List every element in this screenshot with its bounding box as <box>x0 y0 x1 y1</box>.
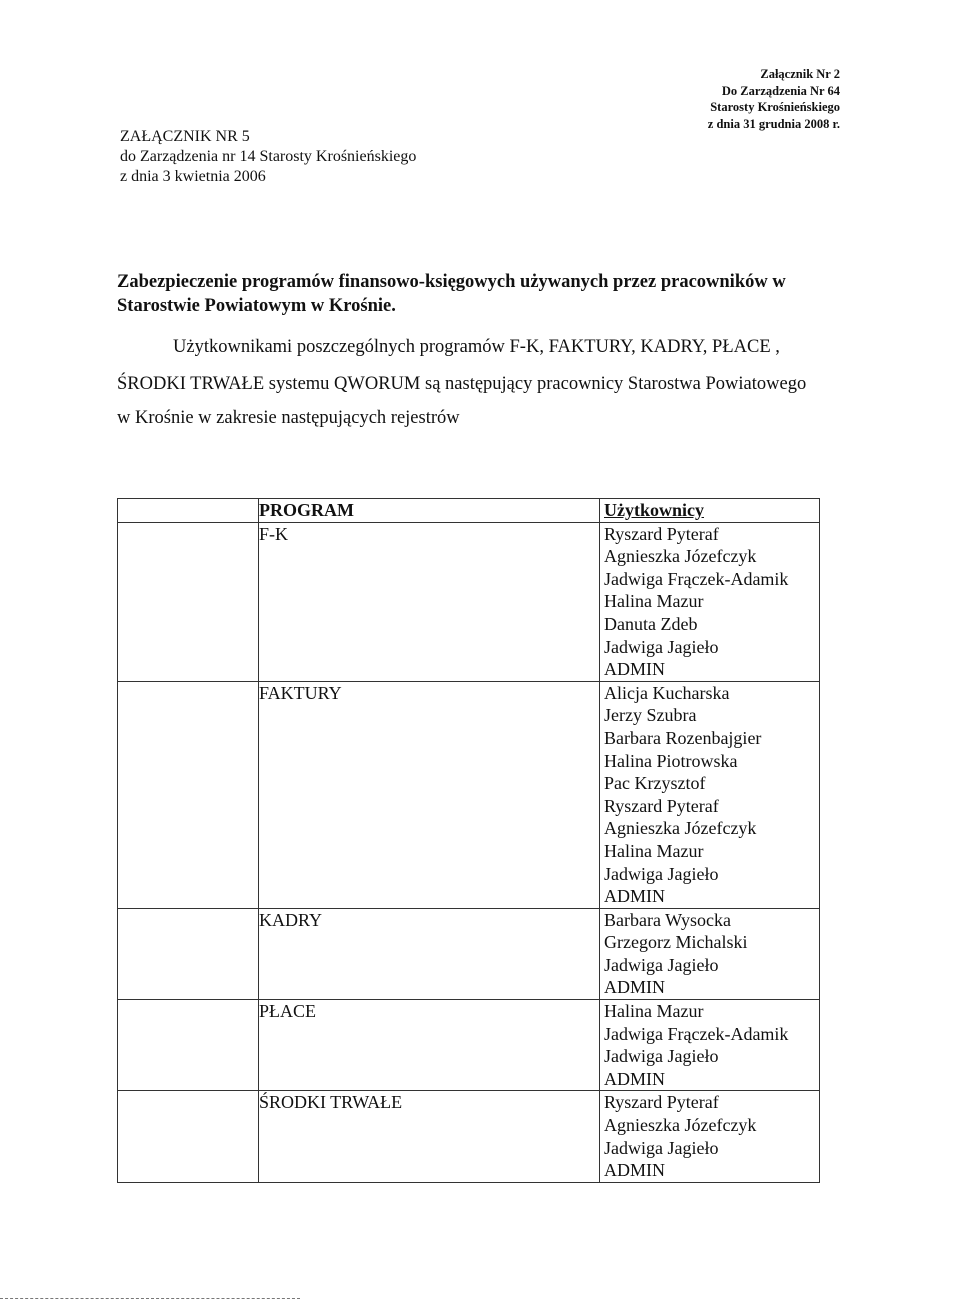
user-name: Jadwiga Jagieło <box>604 863 719 884</box>
users-cell <box>600 1091 820 1182</box>
users-cell <box>600 522 820 681</box>
table-empty-cell <box>118 1000 259 1091</box>
program-name: KADRY <box>259 909 323 930</box>
user-name: Alicja Kucharska <box>604 682 730 703</box>
program-cell <box>259 1091 600 1182</box>
user-name: ADMIN <box>604 886 665 907</box>
user-name: Ryszard Pyteraf <box>604 523 719 544</box>
program-column-header: PROGRAM <box>259 500 354 520</box>
user-name: Halina Mazur <box>604 1001 704 1022</box>
user-name: Agnieszka Józefczyk <box>604 1115 757 1136</box>
annex-5-line: do Zarządzenia nr 14 Starosty Krośnieńskiego <box>120 148 417 165</box>
program-users-table <box>117 498 820 1183</box>
heading-line: Zabezpieczenie programów finansowo-księgowych używanych przez pracowników w <box>117 272 786 292</box>
user-name: Agnieszka Józefczyk <box>604 546 757 567</box>
annex-5-line: ZAŁĄCZNIK NR 5 <box>120 128 250 145</box>
table-row <box>118 681 820 908</box>
users-cell <box>600 908 820 999</box>
program-name: ŚRODKI TRWAŁE <box>259 1092 403 1113</box>
table-row <box>118 908 820 999</box>
user-name: Barbara Rozenbajgier <box>604 727 762 748</box>
user-name: Grzegorz Michalski <box>604 932 748 953</box>
annex-2-line: Załącznik Nr 2 <box>760 67 840 81</box>
users-cell <box>600 1000 820 1091</box>
annex-2-line: Starosty Krośnieńskiego <box>710 100 840 114</box>
table-empty-cell <box>118 522 259 681</box>
annex-2-reference <box>708 66 840 132</box>
table-empty-cell <box>118 908 259 999</box>
table-header-row <box>118 499 820 523</box>
table-row <box>118 522 820 681</box>
user-name: Jadwiga Jagieło <box>604 636 719 657</box>
user-name: Jadwiga Jagieło <box>604 1046 719 1067</box>
heading-line: Starostwie Powiatowym w Krośnie. <box>117 296 396 316</box>
annex-2-line: Do Zarządzenia Nr 64 <box>721 83 840 98</box>
user-name: Barbara Wysocka <box>604 909 732 930</box>
program-cell <box>259 1000 600 1091</box>
user-name: Halina Mazur <box>604 591 704 612</box>
table-empty-cell <box>118 681 259 908</box>
table-empty-cell <box>118 1091 259 1182</box>
intro-paragraph-line: w Krośnie w zakresie następujących rejestrów <box>117 408 460 428</box>
user-name: Agnieszka Józefczyk <box>604 818 757 839</box>
annex-5-reference <box>120 127 416 187</box>
program-cell <box>259 908 600 999</box>
user-name: Jerzy Szubra <box>604 705 697 726</box>
table-empty-cell <box>118 499 259 523</box>
program-cell <box>259 681 600 908</box>
program-name: FAKTURY <box>259 682 342 703</box>
user-name: ADMIN <box>604 977 665 998</box>
intro-paragraph-line: Użytkownikami poszczególnych programów F-K, FAKTURY, KADRY, PŁACE , <box>173 337 780 357</box>
document-heading <box>117 270 857 318</box>
user-name: Jadwiga Frączek-Adamik <box>604 568 789 589</box>
program-name: PŁACE <box>259 1001 317 1022</box>
annex-2-line: z dnia 31 grudnia 2008 r. <box>707 116 840 131</box>
user-name: ADMIN <box>604 659 665 680</box>
table-row <box>118 1000 820 1091</box>
table-header-cell <box>259 499 600 523</box>
user-name: Pac Krzysztof <box>604 773 706 794</box>
user-name: Halina Mazur <box>604 840 704 861</box>
annex-5-line: z dnia 3 kwietnia 2006 <box>120 168 266 185</box>
table-row <box>118 1091 820 1182</box>
user-name: ADMIN <box>604 1068 665 1089</box>
program-cell <box>259 522 600 681</box>
program-name: F-K <box>259 523 289 544</box>
user-name: Danuta Zdeb <box>604 613 698 634</box>
users-column-header: Użytkownicy <box>604 500 704 520</box>
users-cell <box>600 681 820 908</box>
user-name: Halina Piotrowska <box>604 750 738 771</box>
user-name: Jadwiga Jagieło <box>604 1137 719 1158</box>
footer-rule <box>0 1298 300 1300</box>
user-name: Ryszard Pyteraf <box>604 795 719 816</box>
user-name: ADMIN <box>604 1160 665 1181</box>
intro-paragraph-line: ŚRODKI TRWAŁE systemu QWORUM są następujący pracownicy Starostwa Powiatowego <box>117 374 807 394</box>
user-name: Ryszard Pyteraf <box>604 1092 719 1113</box>
user-name: Jadwiga Jagieło <box>604 954 719 975</box>
user-name: Jadwiga Frączek-Adamik <box>604 1023 789 1044</box>
table-header-cell <box>600 499 820 523</box>
